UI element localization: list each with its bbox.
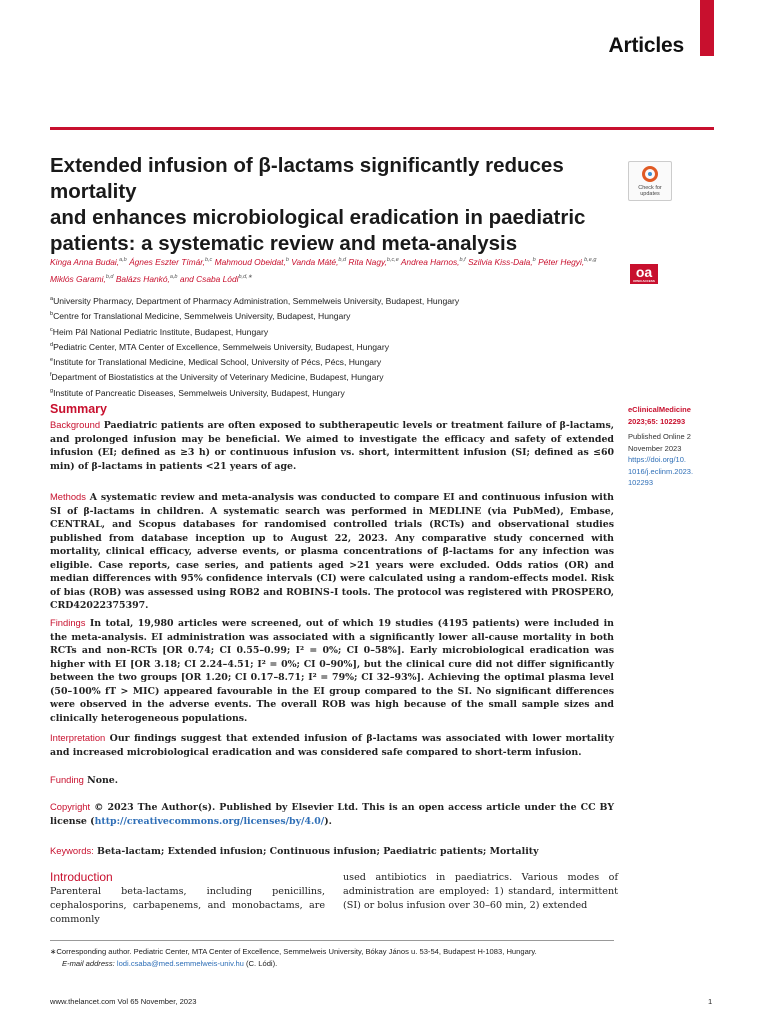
license-link[interactable]: http://creativecommons.org/licenses/by/4.0/ bbox=[94, 815, 325, 827]
author-affiliation-marker: b,d bbox=[105, 273, 114, 280]
affiliation-item: $^g$Institute of Pancreatic Diseases, Semmelweis University, Budapest, Hungary bbox=[50, 387, 345, 398]
author-affiliation-marker: b,c,e bbox=[386, 257, 399, 263]
abstract-funding: Funding None. bbox=[50, 774, 119, 786]
introduction-heading: Introduction bbox=[50, 870, 113, 884]
author-name[interactable]: Balázs Hankó, bbox=[115, 273, 170, 284]
page-number: 1 bbox=[708, 997, 713, 1006]
author-affiliation-marker: b bbox=[285, 257, 289, 263]
author-affiliation-marker: a,b bbox=[119, 257, 127, 263]
author-name[interactable]: and Csaba Lódi bbox=[179, 273, 239, 284]
intro-column-left: Parenteral beta-lactams, including penicillins, cephalosporins, carbapenems, and monobactams, are commonly bbox=[50, 886, 325, 925]
author-affiliation-marker: b,c bbox=[204, 257, 213, 263]
header-rule bbox=[50, 127, 714, 130]
author-name[interactable]: Vanda Máté, bbox=[291, 256, 339, 267]
footer-citation: www.thelancet.com Vol 65 November, 2023 bbox=[50, 997, 197, 1006]
abstract-background: Background Paediatric patients are often exposed to subtherapeutic levels or treatment failure of β-lactams, and prolonged infusion may be beneficial. We aimed to investigate the efficacy and safety of extended infusion (EI; defined as ≥3 h) or continuous infusion vs. short, intermittent infusion (SI; defined as ≤60 min) of β-lactams in patients <21 years of age. bbox=[50, 419, 614, 472]
affiliation-item: $^b$Centre for Translational Medicine, Semmelweis University, Budapest, Hungary bbox=[50, 311, 351, 322]
section-label: Articles bbox=[608, 34, 684, 57]
author-name[interactable]: Kinga Anna Budai, bbox=[50, 256, 120, 267]
author-affiliation-marker: b,e,g bbox=[584, 257, 597, 263]
affiliation-item: $^d$Pediatric Center, MTA Center of Excellence, Semmelweis University, Budapest, Hungary bbox=[50, 341, 389, 352]
header-accent-bar bbox=[700, 0, 714, 56]
abstract-methods: Methods A systematic review and meta-analysis was conducted to compare EI and continuous infusion with SI of β-lactams in children. A systematic search was performed in MEDLINE (via PubMed), Embase, CENTRAL, and Scopus databases for randomised controlled trials (RCTs) and observational studies published from database inception up to August 22, 2023. Any comparative study concerned with mortality, clinical efficacy, adverse events, or plasma concentrations of β-lactams for any infection was eligible. Case reports, case series, and patients aged >21 years were excluded. Odds ratios (OR) and median differences with 95% confidence intervals (CI) were calculated using a random-effects model. Risk of bias (ROB) was assessed using ROB2 and ROBINS-I tools. The protocol was registered with PROSPERO, CRD42022375397. bbox=[50, 491, 614, 611]
journal-name: eClinicalMedicine bbox=[628, 405, 691, 414]
check-for-updates-badge[interactable]: Check for updates bbox=[628, 161, 672, 201]
footnote-rule bbox=[50, 940, 614, 941]
journal-volume: 2023;65: 102293 bbox=[628, 416, 686, 426]
author-name[interactable]: Szilvia Kiss-Dala, bbox=[467, 256, 533, 267]
affiliation-item: $^e$Institute for Translational Medicine, Medical School, University of Pécs, Pécs, Hungary bbox=[50, 356, 382, 367]
author-affiliation-marker: b,f bbox=[459, 257, 466, 263]
article-meta-sidebar bbox=[628, 404, 718, 489]
doi-link[interactable]: https://doi.org/10. 1016/j.eclinm.2023. 102293 bbox=[628, 455, 694, 487]
update-icon bbox=[642, 166, 658, 182]
abstract-findings: Findings In total, 19,980 articles were screened, out of which 19 studies (4195 patients) were included in the meta-analysis. EI administration was associated with a significantly lower all-cause mortality in both RCTs and non-RCTs [OR 0.74; CI 0.55–0.99; I² = 0%; CI 0–58%]. Early microbiological eradication was higher with EI [OR 3.18; CI 2.24–4.51; I² = 0%; CI 0–90%], but the clinical cure did not differ significantly between the two groups [OR 1.20; CI 0.17–8.71; I² = 79%; CI 32–93%]. Achieving the optimal plasma level (50–100% fT > MIC) appeared favourable in the EI group compared to the SI. No significant differences were observed in the adverse events. The overall ROB was high because of the small sample sizes and clinically heterogeneous populations. bbox=[50, 617, 614, 724]
author-list bbox=[50, 253, 620, 287]
corresponding-author-footnote: ∗Corresponding author. Pediatric Center, MTA Center of Excellence, Semmelweis University, Bókay János u. 53-54, Budapest H-1083, Hungary. E-mail address: lodi.csaba@med.semmelweis-univ.hu (C. Lódi). bbox=[50, 947, 537, 968]
intro-column-right: used antibiotics in paediatrics. Various modes of administration are employed: 1) standard, intermittent (SI) or bolus infusion over 30–60 min, 2) extended bbox=[343, 872, 618, 911]
affiliation-item: $^f$Department of Biostatistics at the University of Veterinary Medicine, Budapest, Hungary bbox=[50, 372, 384, 383]
email-link[interactable]: lodi.csaba@med.semmelweis-univ.hu bbox=[116, 958, 244, 968]
author-name[interactable]: Andrea Harnos, bbox=[400, 256, 460, 267]
author-name[interactable]: Rita Nagy, bbox=[348, 256, 387, 267]
article-title: Extended infusion of β-lactams significantly reduces mortality and enhances microbiological eradication in paediatric patients: a systematic review and meta-analysis bbox=[50, 154, 586, 255]
published-date: Published Online 2 November 2023 bbox=[628, 432, 691, 453]
abstract-copyright: Copyright © 2023 The Author(s). Published by Elsevier Ltd. This is an open access article under the CC BY license (http://creativecommons.org/licenses/by/4.0/). bbox=[50, 801, 615, 827]
keywords: Keywords: Beta-lactam; Extended infusion; Continuous infusion; Paediatric patients; Mortality bbox=[50, 845, 539, 857]
author-affiliation-marker: b,d,∗ bbox=[238, 273, 253, 280]
author-name[interactable]: Péter Hegyi, bbox=[538, 256, 585, 267]
author-name[interactable]: Mahmoud Obeidat, bbox=[214, 256, 286, 267]
abstract-interpretation: Interpretation Our findings suggest that extended infusion of β-lactams was associated with lower mortality and increased microbiological eradication and was considered safe compared to short-term infusion. bbox=[50, 732, 615, 758]
affiliations bbox=[50, 293, 620, 400]
author-name[interactable]: Miklós Garami, bbox=[50, 273, 106, 284]
affiliation-item: $^c$Heim Pál National Pediatric Institute, Budapest, Hungary bbox=[50, 326, 269, 337]
affiliation-item: $^a$University Pharmacy, Department of Pharmacy Administration, Semmelweis University, Budapest, Hungary bbox=[50, 295, 460, 306]
open-access-badge: oa OPEN ACCESS bbox=[630, 264, 658, 284]
author-affiliation-marker: b,d bbox=[338, 257, 347, 263]
author-affiliation-marker: a,b bbox=[169, 273, 178, 280]
summary-heading: Summary bbox=[50, 402, 107, 416]
author-name[interactable]: Ágnes Eszter Tímár, bbox=[129, 256, 205, 267]
author-affiliation-marker: b bbox=[532, 257, 536, 263]
